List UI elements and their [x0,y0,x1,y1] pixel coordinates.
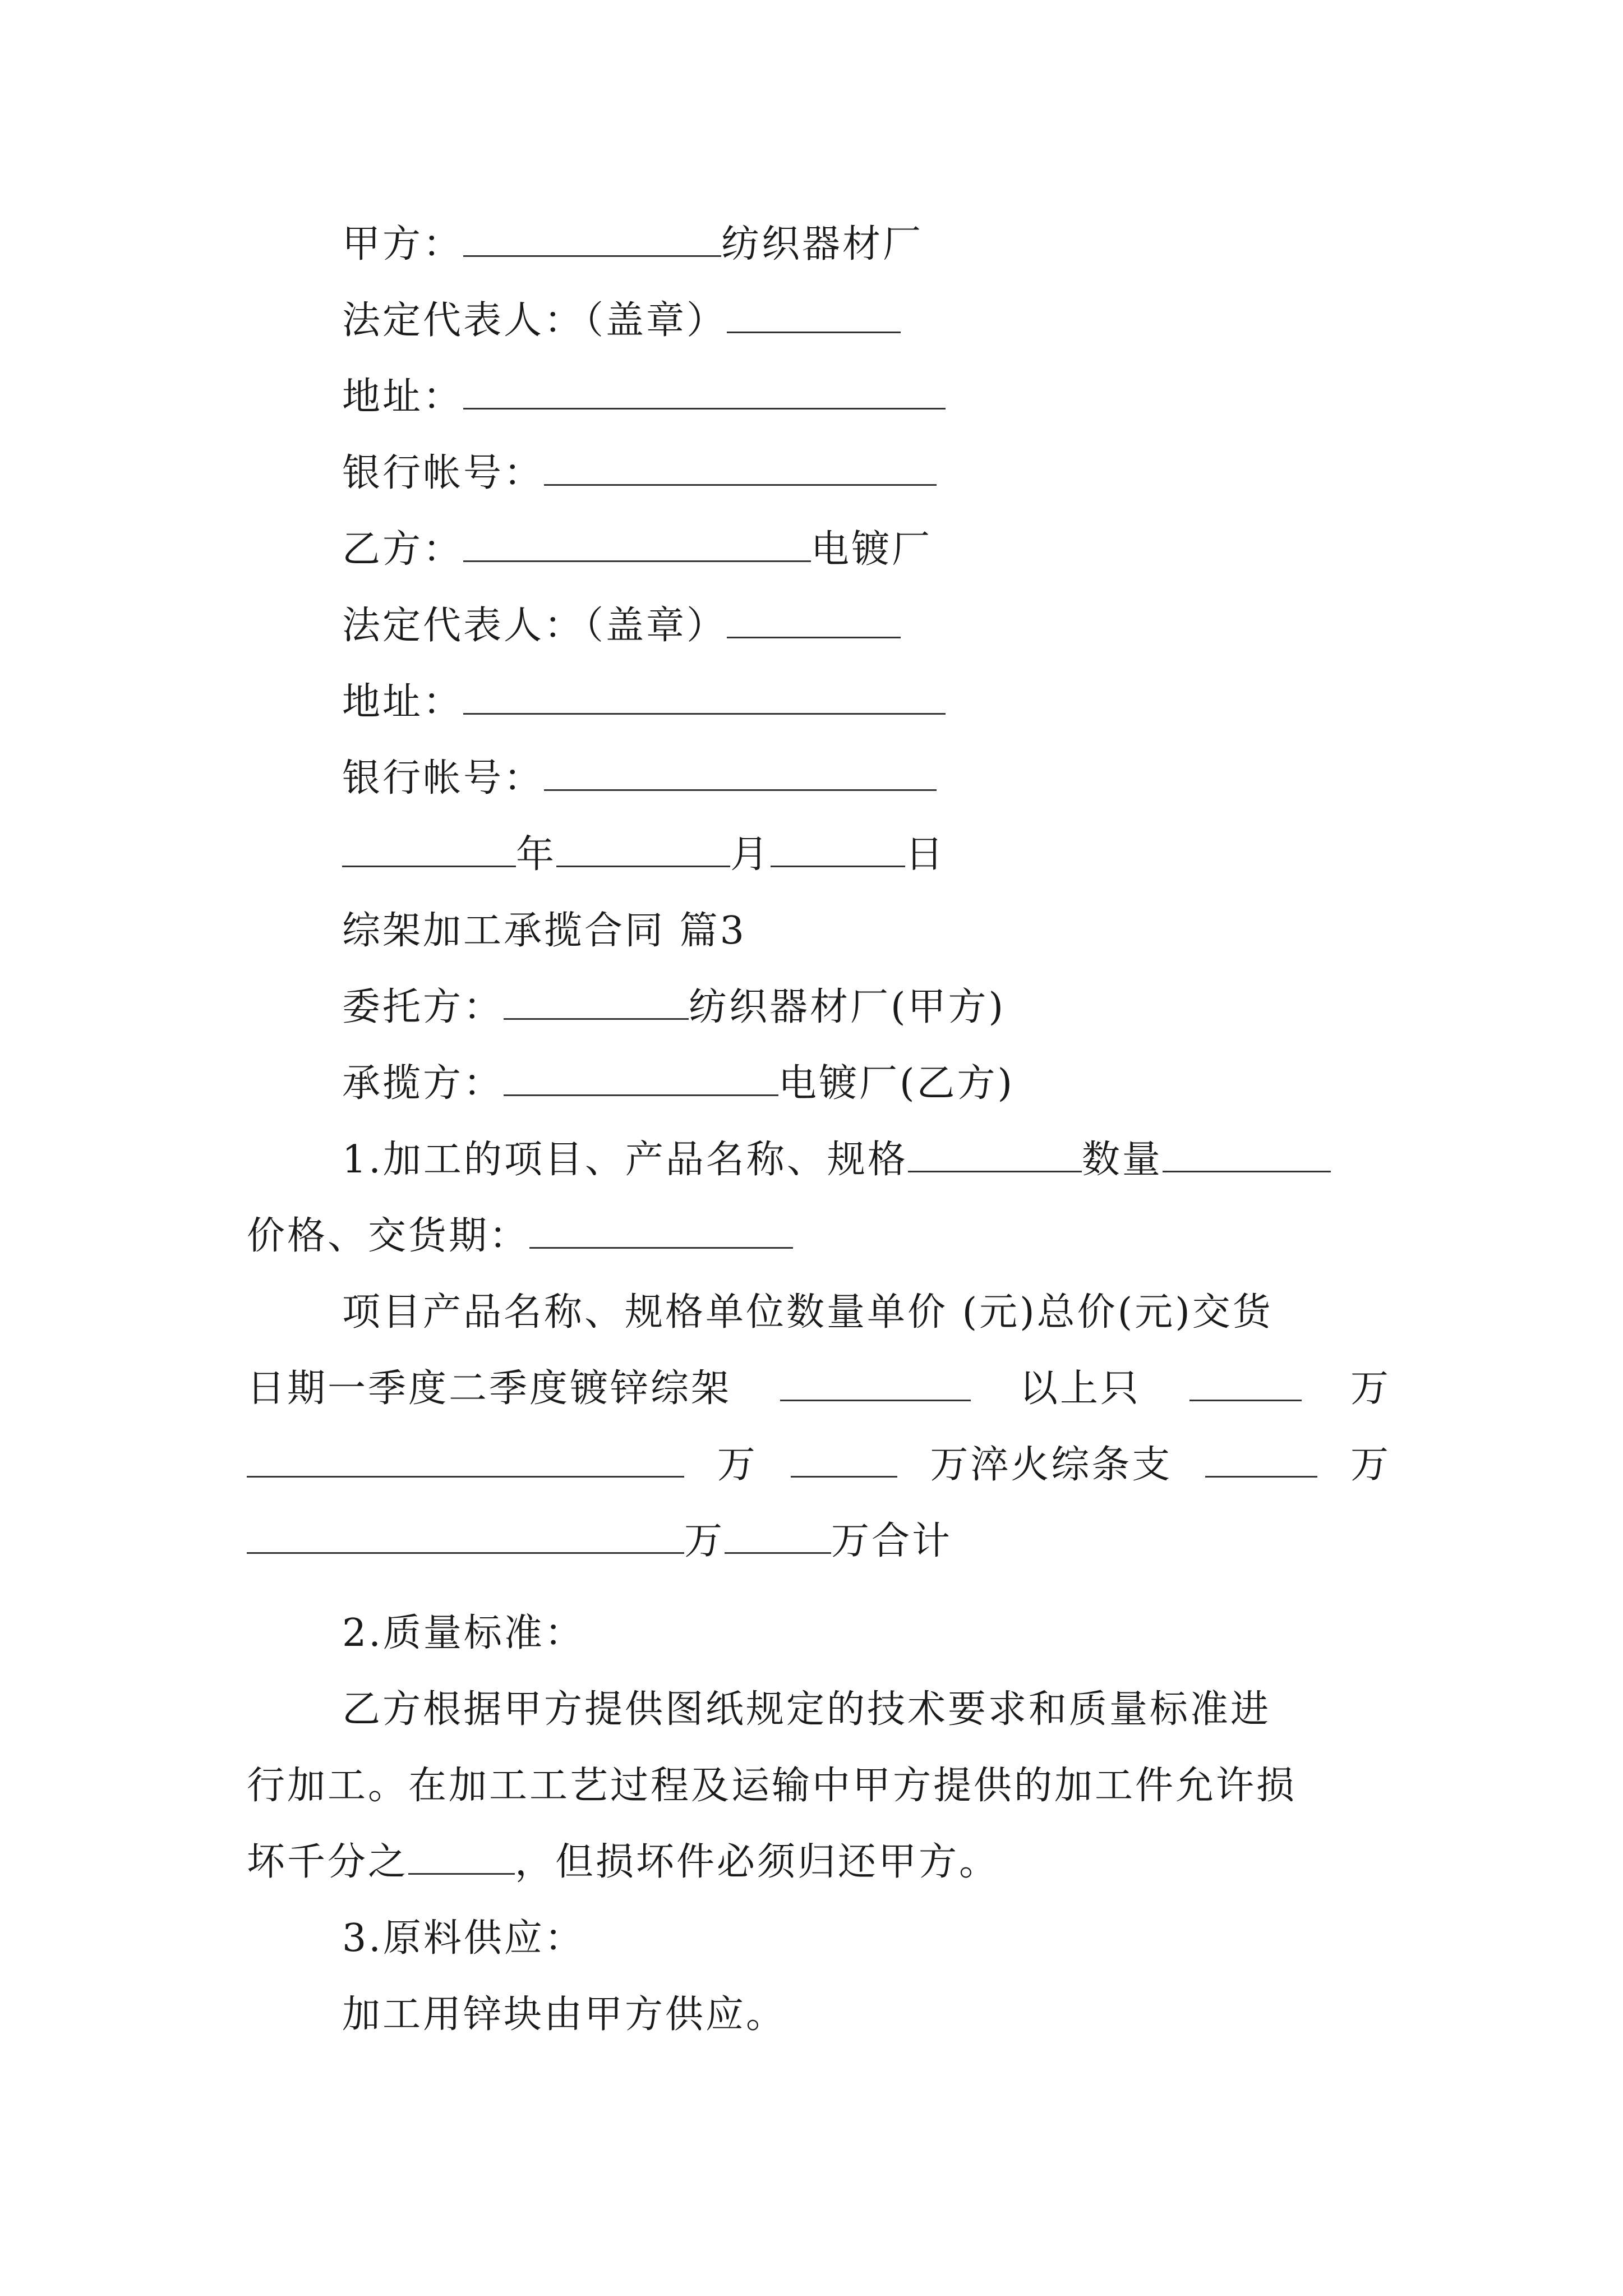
party-a-bank-line [342,447,1391,500]
table-blank-5[interactable] [1205,1441,1317,1478]
table-line-2-a: 日期一季度二季度镀锌综架 [247,1366,732,1411]
table-blank-2[interactable] [1189,1365,1302,1401]
table-blank-6[interactable] [247,1517,684,1554]
contractor-line [342,1057,1391,1111]
table-line-4 [247,1515,1391,1568]
section3-para: 加工用锌块由甲方供应。 [342,1993,787,2037]
price-delivery-blank[interactable] [529,1212,793,1249]
section2-para-line-3-b: ，但损坏件必须归还甲方。 [515,1840,1000,1884]
party-b-label: 乙方： [342,527,464,572]
party-b-bank-line [342,752,1391,806]
contract-title: 综架加工承揽合同 篇3 [342,909,746,953]
party-a-rep-blank[interactable] [727,297,901,333]
client-blank[interactable] [504,983,689,1020]
table-line-4-a: 万 [684,1519,725,1563]
party-a-suffix: 纺织器材厂 [721,222,924,266]
day-label: 日 [905,832,946,877]
year-label: 年 [516,832,557,877]
party-a-address-label: 地址： [342,375,464,419]
party-b-bank-label: 银行帐号： [342,756,545,800]
contractor-label: 承揽方： [342,1061,504,1106]
contractor-suffix: 电镀厂(乙方) [778,1061,1015,1106]
day-blank[interactable] [771,831,905,867]
section2-heading: 2.质量标准： [342,1611,585,1655]
section2-para-line-3 [247,1835,1391,1889]
table-blank-3[interactable] [247,1441,684,1478]
party-a-blank[interactable] [463,220,721,257]
section3-heading: 3.原料供应： [342,1916,585,1961]
party-b-address-line [342,675,1391,729]
client-label: 委托方： [342,985,504,1029]
section1-heading-line [342,1133,1391,1187]
spec-blank[interactable] [908,1136,1082,1172]
table-blank-7[interactable] [725,1517,831,1554]
party-a-bank-label: 银行帐号： [342,451,545,495]
section1-heading-a: 1.加工的项目、产品名称、规格 [342,1138,908,1182]
party-b-rep-line [342,599,1391,653]
section2-para-line-2: 行加工。在加工工艺过程及运输中甲方提供的加工件允许损 [247,1764,1297,1808]
month-label: 月 [730,832,771,877]
section2-para-line-3-a: 坏千分之 [247,1840,409,1884]
party-a-rep-label: 法定代表人：（盖章） [342,298,727,343]
table-line-4-b: 万合计 [831,1519,953,1563]
party-b-rep-label: 法定代表人：（盖章） [342,604,727,648]
table-line-3 [247,1438,1391,1492]
party-b-suffix: 电镀厂 [811,527,933,572]
contractor-blank[interactable] [504,1060,778,1096]
party-a-address-line [342,370,1391,424]
table-line-2 [247,1362,1391,1416]
party-b-address-label: 地址： [342,680,464,724]
party-b-line [342,523,1391,577]
party-a-rep-line [342,294,1391,348]
section2-para-line-1: 乙方根据甲方提供图纸规定的技术要求和质量标准进 [342,1687,1271,1732]
table-line-3-b: 万淬火综条支 [930,1443,1173,1487]
quantity-blank[interactable] [1163,1136,1331,1172]
table-line-2-b: 以上只 [1019,1366,1141,1411]
damage-rate-blank[interactable] [408,1838,515,1875]
party-b-blank[interactable] [463,526,811,562]
table-blank-4[interactable] [791,1441,897,1478]
month-blank[interactable] [556,831,730,867]
party-a-address-blank[interactable] [463,373,946,409]
price-delivery-label: 价格、交货期： [247,1214,530,1258]
table-line-1: 项目产品名称、规格单位数量单价 (元)总价(元)交货 [342,1290,1273,1335]
party-a-label: 甲方： [342,222,464,266]
client-line [342,981,1391,1034]
table-line-3-c: 万 [1350,1443,1391,1487]
section1-heading-b: 数量 [1081,1138,1163,1182]
table-blank-1[interactable] [780,1365,971,1401]
date-line [342,828,1391,882]
party-a-line [342,218,1391,272]
party-b-bank-blank[interactable] [544,754,937,791]
year-blank[interactable] [342,831,516,867]
price-delivery-line [247,1209,1391,1263]
party-b-address-blank[interactable] [463,678,946,715]
party-a-bank-blank[interactable] [544,449,937,486]
table-line-2-c: 万 [1350,1366,1391,1411]
table-line-3-a: 万 [717,1443,758,1487]
client-suffix: 纺织器材厂(甲方) [689,985,1006,1029]
party-b-rep-blank[interactable] [727,602,901,638]
